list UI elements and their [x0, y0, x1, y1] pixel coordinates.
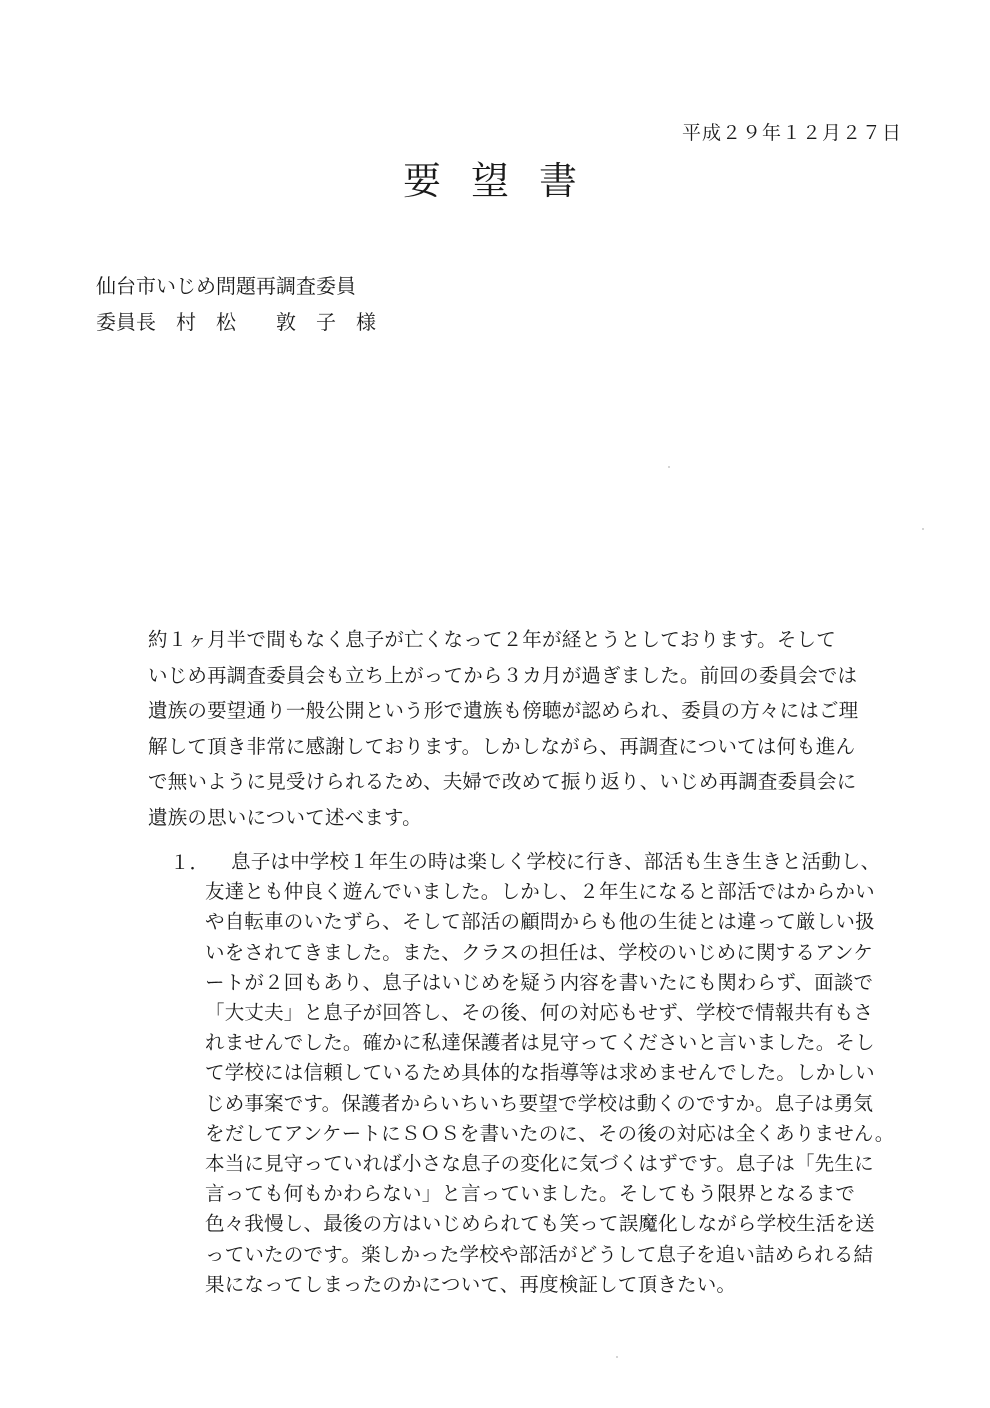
intro-line: 遺族の思いについて述べます。: [148, 805, 422, 829]
item-paragraph: [205, 847, 925, 1300]
item-line: 言っても何もかわらない」と言っていました。そしてもう限界となるまで: [205, 1182, 856, 1206]
item-line: じめ事案です。保護者からいちいち要望で学校は動くのですか。息子は勇気: [205, 1091, 874, 1115]
document-title: 要望書: [402, 159, 607, 203]
item-line: て学校には信頼しているため具体的な指導等は求めませんでした。しかしい: [205, 1061, 875, 1085]
addressee-chair: 委員長 村 松 敦 子 様: [96, 310, 376, 334]
item-line: 息子は中学校１年生の時は楽しく学校に行き、部活も生き生きと活動し、: [231, 850, 881, 873]
item-line: 友達とも仲良く遊んでいました。しかし、２年生になると部活ではからかい: [205, 880, 875, 904]
item-line: れませんでした。確かに私達保護者は見守ってくださいと言いました。そし: [205, 1031, 875, 1055]
scan-speck: [668, 466, 670, 468]
scan-speck: [616, 1356, 618, 1358]
item-line: いをされてきました。また、クラスの担任は、学校のいじめに関するアンケ: [205, 940, 874, 964]
addressee-committee: 仙台市いじめ問題再調査委員: [96, 274, 356, 298]
intro-line: で無いように見受けられるため、夫婦で改めて振り返り、いじめ再調査委員会に: [148, 770, 857, 793]
intro-line: 約１ヶ月半で間もなく息子が亡くなって２年が経とうとしております。そして: [148, 628, 836, 651]
item-line: ートが２回もあり、息子はいじめを疑う内容を書いたにも関わらず、面談で: [205, 970, 874, 994]
addressee-block: [96, 268, 376, 340]
intro-line: 遺族の要望通り一般公開という形で遺族も傍聴が認められ、委員の方々にはご理: [148, 699, 859, 722]
item-number: １．: [170, 851, 210, 874]
intro-paragraph: [148, 622, 908, 835]
scan-speck: [922, 528, 924, 530]
item-line: 色々我慢し、最後の方はいじめられても笑って誤魔化しながら学校生活を送: [205, 1212, 875, 1236]
item-line: をだしてアンケートにＳＯＳを書いたのに、その後の対応は全くありません。: [205, 1121, 895, 1145]
item-line: 果になってしまったのかについて、再度検証して頂きたい。: [205, 1272, 737, 1296]
item-line: っていたのです。楽しかった学校や部活がどうして息子を追い詰められる結: [205, 1242, 874, 1266]
item-line: 本当に見守っていれば小さな息子の変化に気づくはずです。息子は「先生に: [205, 1152, 874, 1176]
item-line: 「大丈夫」と息子が回答し、その後、何の対応もせず、学校で情報共有もさ: [205, 1001, 874, 1025]
item-line: や自転車のいたずら、そして部活の顧問からも他の生徒とは違って厳しい扱: [205, 910, 875, 934]
intro-line: いじめ再調査委員会も立ち上がってから３カ月が過ぎました。前回の委員会では: [148, 663, 858, 687]
intro-line: 解して頂き非常に感謝しております。しかしながら、再調査については何も進ん: [148, 734, 856, 758]
document-date: 平成２９年１２月２７日: [681, 122, 902, 144]
